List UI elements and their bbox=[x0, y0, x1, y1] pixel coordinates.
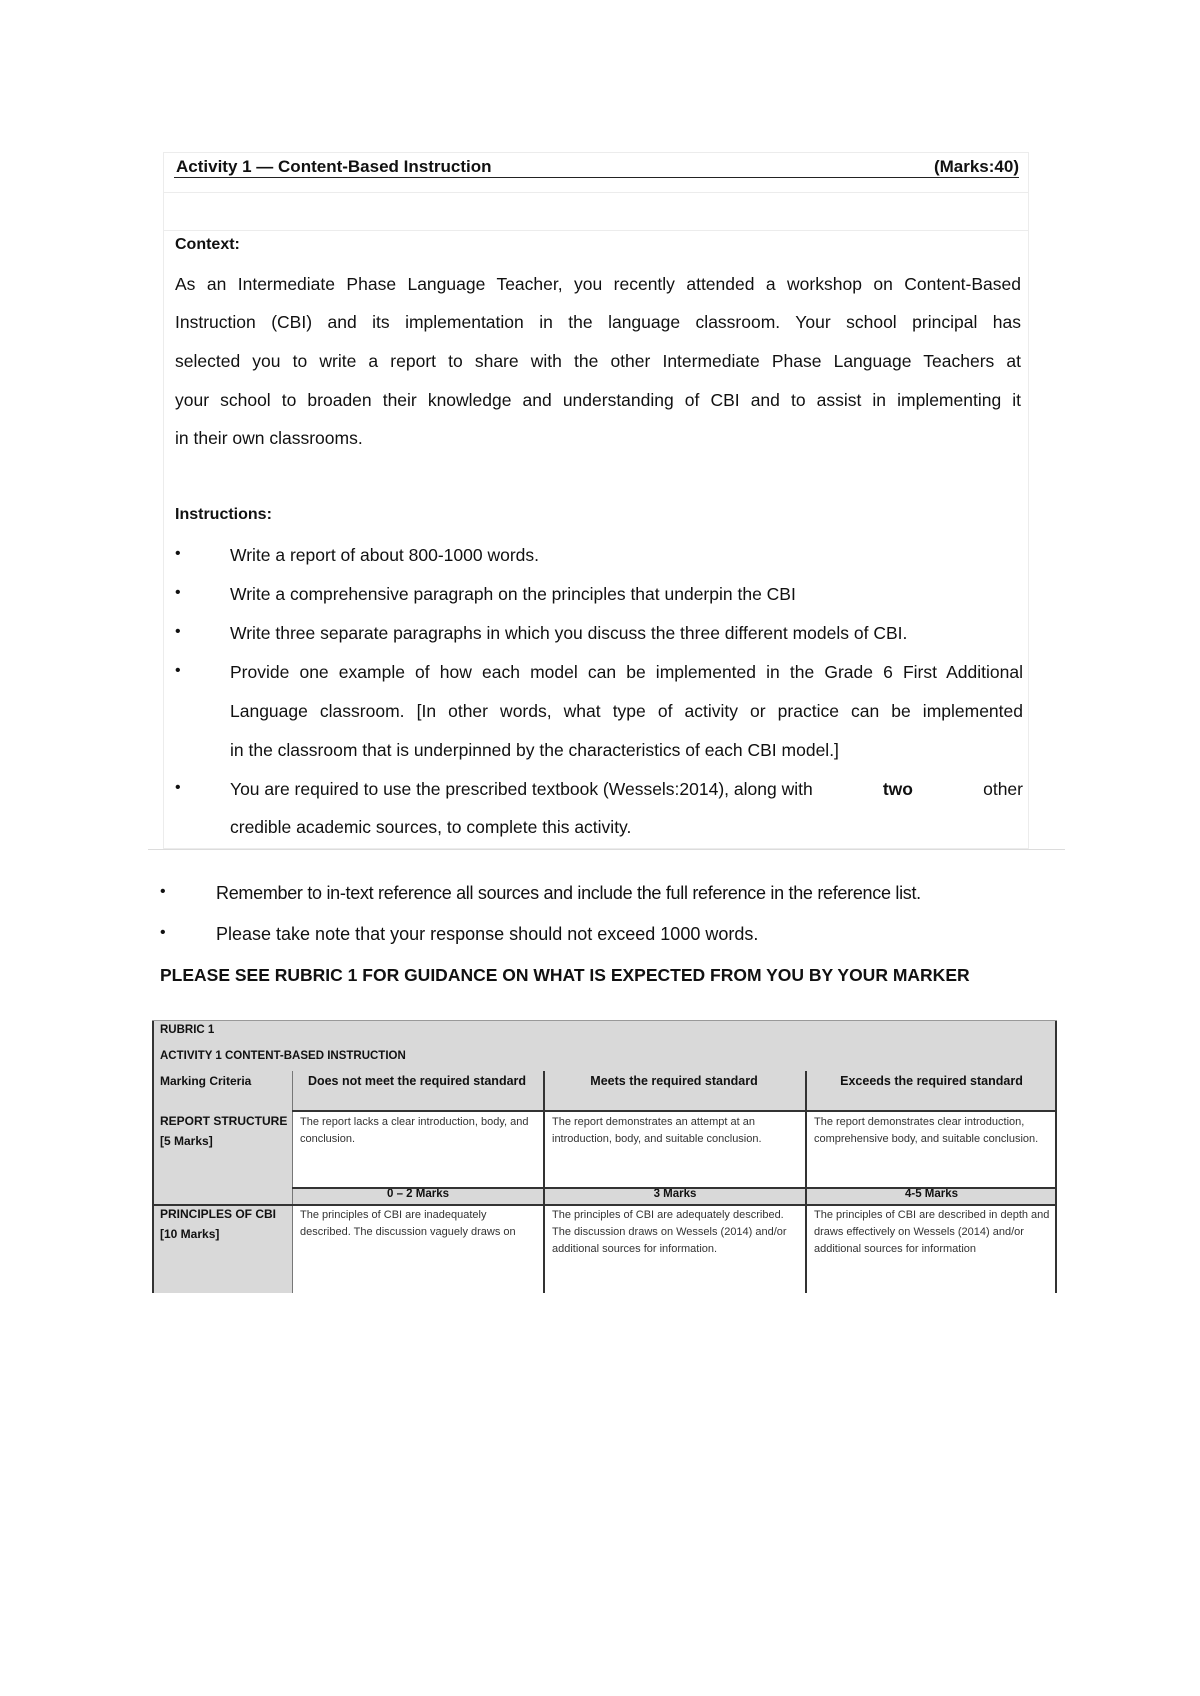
instruction-item: Provide one example of how each model can be implemented in the Grade 6 First Additional bbox=[230, 662, 1023, 682]
instruction-emphasis: two bbox=[882, 779, 913, 799]
section-divider bbox=[148, 849, 1065, 850]
context-line: in their own classrooms. bbox=[175, 428, 363, 448]
criterion-name: PRINCIPLES OF CBI bbox=[160, 1207, 277, 1221]
instructions-heading: Instructions: bbox=[175, 506, 272, 523]
reminder-item: Remember to in-text reference all sources and include the full reference in the reference list. bbox=[216, 883, 921, 903]
instruction-item: Write three separate paragraphs in which you discuss the three different models of CBI. bbox=[230, 623, 908, 643]
table-border bbox=[292, 1187, 1057, 1189]
instruction-text: You are required to use the prescribed textbook (Wessels:2014), along with bbox=[230, 779, 813, 799]
rubric-cell: The principles of CBI are described in depth and draws effectively on Wessels (2014) and/or additional sources for information bbox=[814, 1209, 1050, 1255]
instruction-text: other bbox=[983, 779, 1023, 799]
reminder-item: Please take note that your response should not exceed 1000 words. bbox=[216, 924, 759, 944]
table-border bbox=[805, 1071, 807, 1293]
criterion-marks: [5 Marks] bbox=[160, 1134, 213, 1148]
mark-band: 3 Marks bbox=[653, 1188, 697, 1200]
table-border bbox=[152, 1020, 1057, 1021]
criterion-marks: [10 Marks] bbox=[160, 1227, 220, 1241]
mark-band: 4-5 Marks bbox=[904, 1188, 959, 1200]
rubric-cell: The report demonstrates clear introduction, comprehensive body, and suitable conclusion. bbox=[814, 1116, 1039, 1145]
header-marking-criteria: Marking Criteria bbox=[160, 1074, 252, 1088]
table-border bbox=[152, 1204, 1057, 1206]
table-border bbox=[152, 1020, 154, 1293]
rubric-cell: The principles of CBI are adequately described. The discussion draws on Wessels (2014) and/or additional sources for information. bbox=[552, 1209, 787, 1255]
activity-marks: (Marks:40) bbox=[933, 157, 1019, 176]
bullet-icon: • bbox=[175, 545, 181, 562]
mark-band: 0 – 2 Marks bbox=[386, 1188, 449, 1200]
bullet-icon: • bbox=[160, 883, 166, 900]
instruction-item: Write a report of about 800-1000 words. bbox=[230, 545, 540, 565]
frame-divider bbox=[163, 230, 1029, 231]
context-line: selected you to write a report to share with the other Intermediate Phase Language Teachers at bbox=[175, 351, 1021, 371]
bullet-icon: • bbox=[175, 584, 181, 601]
rubric-title: RUBRIC 1 bbox=[160, 1024, 215, 1036]
rubric-cell: The principles of CBI are inadequately described. The discussion vaguely draws on bbox=[300, 1209, 516, 1238]
table-border bbox=[1055, 1020, 1057, 1293]
rubric-guidance-note: PLEASE SEE RUBRIC 1 FOR GUIDANCE ON WHAT IS EXPECTED FROM YOU BY YOUR MARKER bbox=[160, 965, 970, 985]
header-does-not-meet: Does not meet the required standard bbox=[307, 1074, 527, 1088]
header-meets: Meets the required standard bbox=[590, 1074, 758, 1088]
instruction-item: Write a comprehensive paragraph on the principles that underpin the CBI bbox=[230, 584, 796, 604]
frame-divider bbox=[163, 192, 1029, 193]
rubric-cell: The report demonstrates an attempt at an introduction, body, and suitable conclusion. bbox=[552, 1116, 762, 1145]
instruction-item bbox=[230, 779, 1023, 799]
table-border bbox=[292, 1071, 293, 1293]
context-line: your school to broaden their knowledge and understanding of CBI and to assist in implementing it bbox=[175, 390, 1021, 410]
instruction-item: credible academic sources, to complete this activity. bbox=[230, 817, 632, 837]
criterion-name: REPORT STRUCTURE bbox=[160, 1114, 288, 1128]
bullet-icon: • bbox=[175, 662, 181, 679]
bullet-icon: • bbox=[160, 924, 166, 941]
table-border bbox=[543, 1071, 545, 1293]
table-border bbox=[292, 1110, 1057, 1112]
instruction-item: in the classroom that is underpinned by the characteristics of each CBI model.] bbox=[230, 740, 839, 760]
bullet-icon: • bbox=[175, 623, 181, 640]
activity-title: Activity 1 — Content-Based Instruction bbox=[176, 157, 492, 176]
header-exceeds: Exceeds the required standard bbox=[840, 1074, 1023, 1088]
rubric-table bbox=[152, 1020, 1057, 1293]
bullet-icon: • bbox=[175, 779, 181, 796]
rubric-subtitle: ACTIVITY 1 CONTENT-BASED INSTRUCTION bbox=[160, 1050, 406, 1062]
instruction-item: Language classroom. [In other words, what type of activity or practice can be implemented bbox=[230, 701, 1023, 721]
context-line: As an Intermediate Phase Language Teacher, you recently attended a workshop on Content-Based bbox=[175, 274, 1021, 294]
activity-title-row bbox=[174, 157, 1019, 178]
context-line: Instruction (CBI) and its implementation in the language classroom. Your school principal has bbox=[175, 312, 1021, 332]
rubric-cell: The report lacks a clear introduction, body, and conclusion. bbox=[300, 1116, 529, 1145]
context-heading: Context: bbox=[175, 236, 240, 253]
